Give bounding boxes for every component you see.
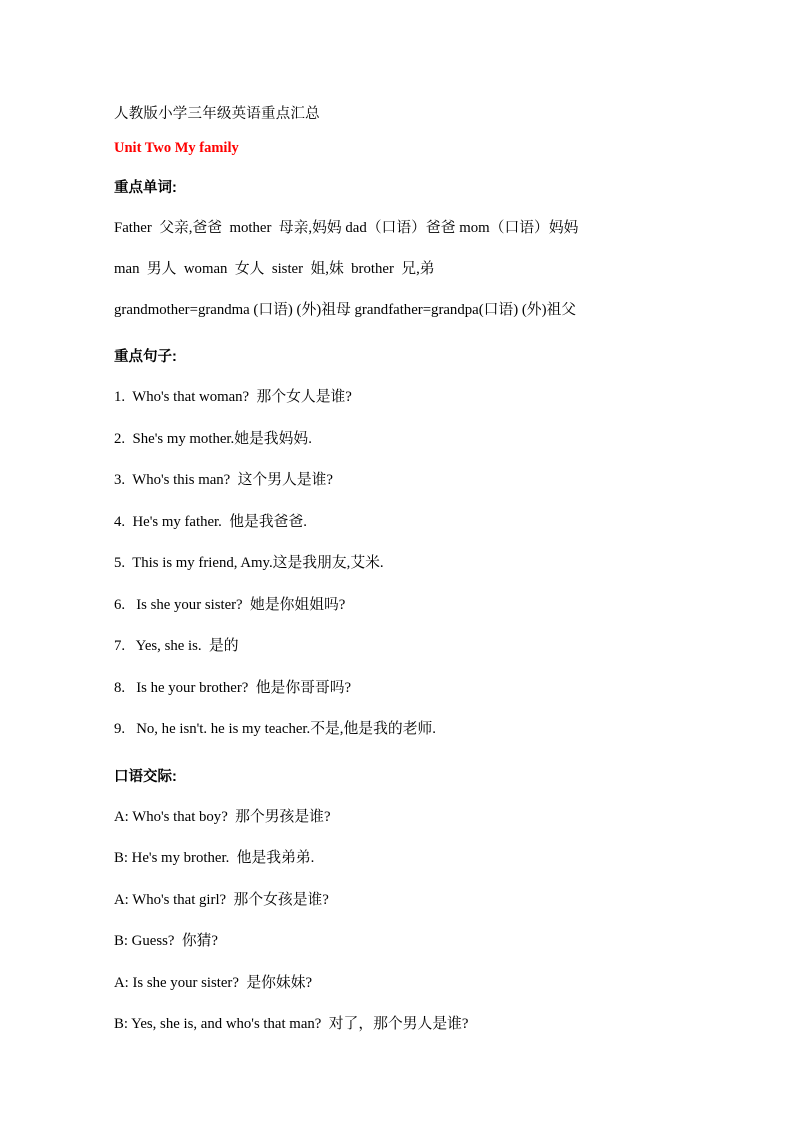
section-heading-vocabulary: 重点单词: [114,180,177,196]
dialogue-line: A: Who's that girl? 那个女孩是谁? [114,891,329,908]
vocabulary-line: man 男人 woman 女人 sister 姐,妹 brother 兄,弟 [114,261,435,277]
dialogue-block [114,797,684,1046]
section-heading-sentences: 重点句子: [114,349,177,365]
section-heading-dialogue: 口语交际: [114,768,177,785]
sentence-item: 8. Is he your brother? 他是你哥哥吗? [114,679,352,696]
sentence-item: 6. Is she your sister? 她是你姐姐吗? [114,596,346,613]
vocabulary-line: grandmother=grandma (口语) (外)祖母 grandfather=grandpa(口语) (外)祖父 [114,302,577,318]
dialogue-line: A: Who's that boy? 那个男孩是谁? [114,808,331,825]
unit-heading: Unit Two My family [114,140,239,156]
dialogue-line: B: Yes, she is, and who's that man? 对了，那个男人是谁? [114,1016,469,1032]
document-body [114,100,684,1048]
sentence-item: 9. No, he isn't. he is my teacher.不是,他是我的老师. [114,721,436,737]
sentence-item: 2. She's my mother.她是我妈妈. [114,430,312,447]
sentence-item: 7. Yes, she is. 是的 [114,638,239,654]
sentences-block [114,377,684,751]
sentence-item: 1. Who's that woman? 那个女人是谁? [114,389,352,405]
dialogue-line: B: He's my brother. 他是我弟弟. [114,850,315,866]
page-title: 人教版小学三年级英语重点汇总 [114,106,320,122]
sentence-item: 3. Who's this man? 这个男人是谁? [114,472,333,488]
vocabulary-block [114,208,684,331]
dialogue-line: B: Guess? 你猜? [114,933,218,949]
sentence-item: 5. This is my friend, Amy.这是我朋友,艾米. [114,555,384,571]
dialogue-line: A: Is she your sister? 是你妹妹? [114,974,313,991]
sentence-item: 4. He's my father. 他是我爸爸. [114,513,307,530]
vocabulary-line: Father 父亲,爸爸 mother 母亲,妈妈 dad（口语）爸爸 mom（口语）妈妈 [114,220,579,236]
